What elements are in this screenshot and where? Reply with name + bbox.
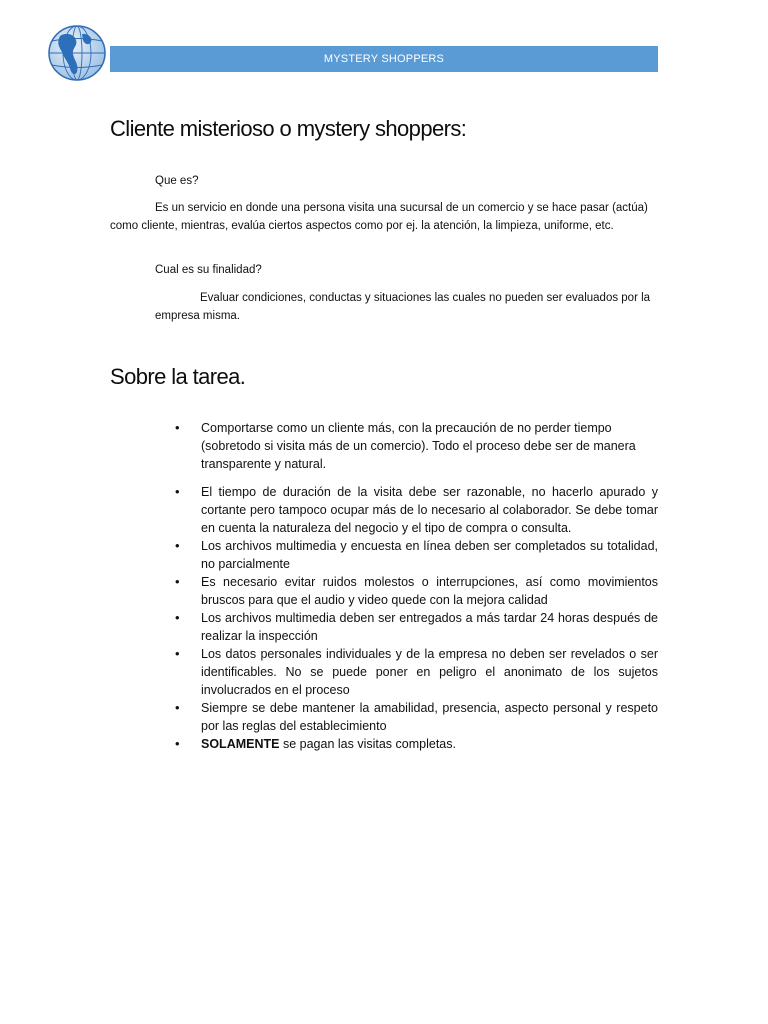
- list-item: • El tiempo de duración de la visita debe ser razonable, no hacerlo apurado y cortante pero tampoco ocupar más de lo necesario al colaborador. Se debe tomar en cuenta la naturaleza del negocio y el tipo de compra o consulta.: [175, 483, 658, 537]
- list-item: • Los archivos multimedia y encuesta en línea deben ser completados su totalidad, no parcialmente: [175, 537, 658, 573]
- list-item: • Siempre se debe mantener la amabilidad, presencia, aspecto personal y respeto por las reglas del establecimiento: [175, 699, 658, 735]
- list-item: • Los datos personales individuales y de la empresa no deben ser revelados o ser identificables. No se puede poner en peligro el anonimato de los sujetos involucrados en el proceso: [175, 645, 658, 699]
- solamente-rest: se pagan las visitas completas.: [279, 737, 456, 751]
- answer-que-es: [110, 200, 658, 235]
- question-finalidad: Cual es su finalidad?: [155, 264, 262, 276]
- answer-finalidad: [155, 290, 658, 325]
- list-item: • Comportarse como un cliente más, con la precaución de no perder tiempo (sobretodo si visita más de un comercio). Todo el proceso debe ser de manera transparente y natural.: [175, 419, 658, 473]
- section-heading-tarea: Sobre la tarea.: [110, 364, 246, 389]
- solamente-bold: SOLAMENTE: [201, 737, 280, 751]
- question-que-es: Que es?: [155, 175, 199, 187]
- answer-que-es-text: Es un servicio en donde una persona visita una sucursal de un comercio y se hace pasar (actúa) como cliente, mientras, evalúa ciertos aspectos como por ej. la atención, la limpieza, uniforme, etc.: [110, 202, 648, 232]
- task-bullet-list: [175, 419, 658, 753]
- section-heading-cliente: Cliente misterioso o mystery shoppers:: [110, 116, 467, 141]
- globe-icon: [46, 24, 108, 82]
- header-bar: MYSTERY SHOPPERS: [110, 46, 658, 72]
- list-item: • Es necesario evitar ruidos molestos o interrupciones, así como movimientos bruscos para que el audio y video quede con la mejora calidad: [175, 573, 658, 609]
- answer-finalidad-text: Evaluar condiciones, conductas y situaciones las cuales no pueden ser evaluados por la empresa misma.: [155, 292, 651, 322]
- list-item: • Los archivos multimedia deben ser entregados a más tardar 24 horas después de realizar la inspección: [175, 609, 658, 645]
- list-item: [175, 735, 658, 753]
